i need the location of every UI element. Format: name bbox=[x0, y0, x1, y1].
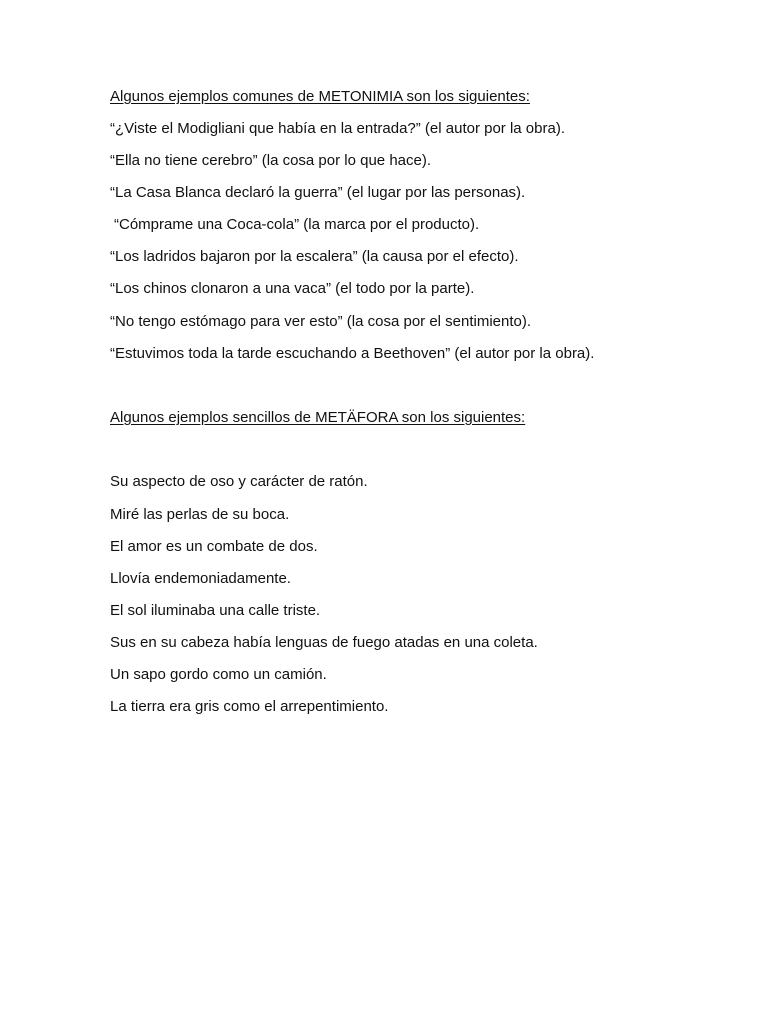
metafora-heading: Algunos ejemplos sencillos de METÄFORA son los siguientes: bbox=[110, 409, 526, 426]
metafora-example: El amor es un combate de dos. bbox=[110, 538, 318, 555]
metonimia-example: “Ella no tiene cerebro” (la cosa por lo que hace). bbox=[110, 152, 432, 169]
metafora-example: El sol iluminaba una calle triste. bbox=[110, 602, 321, 619]
metonimia-example: “Estuvimos toda la tarde escuchando a Beethoven” (el autor por la obra). bbox=[110, 345, 595, 362]
metonimia-example: “Los chinos clonaron a una vaca” (el todo por la parte). bbox=[110, 280, 475, 297]
metafora-example: Llovía endemoniadamente. bbox=[110, 570, 291, 587]
metonimia-example: “No tengo estómago para ver esto” (la cosa por el sentimiento). bbox=[110, 313, 532, 330]
metonimia-example: “La Casa Blanca declaró la guerra” (el lugar por las personas). bbox=[110, 184, 526, 201]
metonimia-heading: Algunos ejemplos comunes de METONIMIA son los siguientes: bbox=[110, 88, 530, 105]
metafora-example: Sus en su cabeza había lenguas de fuego atadas en una coleta. bbox=[110, 634, 538, 651]
metonimia-example: “¿Viste el Modigliani que había en la entrada?” (el autor por la obra). bbox=[110, 120, 565, 137]
metafora-example: Miré las perlas de su boca. bbox=[110, 506, 290, 523]
metonimia-example: “Los ladridos bajaron por la escalera” (la causa por el efecto). bbox=[110, 248, 519, 265]
metonimia-example: “Cómprame una Coca-cola” (la marca por el producto). bbox=[114, 216, 480, 233]
metafora-example: La tierra era gris como el arrepentimiento. bbox=[110, 698, 389, 715]
metafora-example: Su aspecto de oso y carácter de ratón. bbox=[110, 473, 368, 490]
metafora-example: Un sapo gordo como un camión. bbox=[110, 666, 327, 683]
